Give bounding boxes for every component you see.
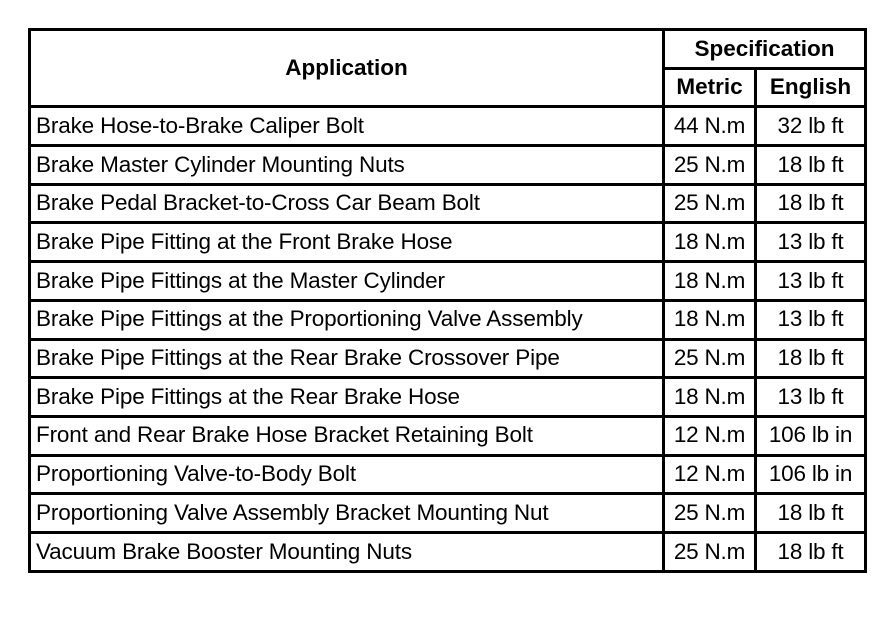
metric-cell: 18 N.m	[664, 300, 756, 339]
table-row	[30, 455, 866, 494]
application-cell: Brake Pipe Fittings at the Rear Brake Hose	[30, 378, 664, 417]
english-cell: 18 lb ft	[756, 494, 866, 533]
table-row	[30, 339, 866, 378]
metric-cell: 44 N.m	[664, 107, 756, 146]
table-row	[30, 300, 866, 339]
english-cell: 13 lb ft	[756, 300, 866, 339]
metric-cell: 18 N.m	[664, 378, 756, 417]
application-cell: Brake Pipe Fitting at the Front Brake Hose	[30, 223, 664, 262]
english-cell: 106 lb in	[756, 416, 866, 455]
application-cell: Brake Hose-to-Brake Caliper Bolt	[30, 107, 664, 146]
application-cell: Brake Pedal Bracket-to-Cross Car Beam Bolt	[30, 184, 664, 223]
application-cell: Brake Pipe Fittings at the Rear Brake Crossover Pipe	[30, 339, 664, 378]
metric-cell: 18 N.m	[664, 262, 756, 301]
application-cell: Brake Pipe Fittings at the Proportioning Valve Assembly	[30, 300, 664, 339]
application-cell: Vacuum Brake Booster Mounting Nuts	[30, 532, 664, 571]
metric-cell: 25 N.m	[664, 494, 756, 533]
metric-cell: 25 N.m	[664, 146, 756, 185]
metric-cell: 25 N.m	[664, 532, 756, 571]
table-row	[30, 107, 866, 146]
english-cell: 13 lb ft	[756, 262, 866, 301]
english-cell: 18 lb ft	[756, 184, 866, 223]
table-header	[30, 30, 866, 107]
english-cell: 18 lb ft	[756, 532, 866, 571]
fastener-torque-table	[28, 28, 867, 573]
metric-cell: 25 N.m	[664, 184, 756, 223]
english-cell: 13 lb ft	[756, 378, 866, 417]
english-cell: 18 lb ft	[756, 146, 866, 185]
metric-cell: 12 N.m	[664, 416, 756, 455]
table-row	[30, 494, 866, 533]
application-cell: Brake Pipe Fittings at the Master Cylinder	[30, 262, 664, 301]
metric-cell: 12 N.m	[664, 455, 756, 494]
table-row	[30, 223, 866, 262]
table-row	[30, 146, 866, 185]
english-cell: 106 lb in	[756, 455, 866, 494]
table-body	[30, 107, 866, 571]
application-cell: Brake Master Cylinder Mounting Nuts	[30, 146, 664, 185]
specification-header: Specification	[664, 30, 866, 69]
application-cell: Proportioning Valve Assembly Bracket Mounting Nut	[30, 494, 664, 533]
english-header: English	[756, 68, 866, 107]
table-row	[30, 532, 866, 571]
table-row	[30, 378, 866, 417]
english-cell: 32 lb ft	[756, 107, 866, 146]
table-row	[30, 184, 866, 223]
metric-cell: 25 N.m	[664, 339, 756, 378]
english-cell: 18 lb ft	[756, 339, 866, 378]
english-cell: 13 lb ft	[756, 223, 866, 262]
table-row	[30, 262, 866, 301]
header-row-top	[30, 30, 866, 69]
application-header: Application	[30, 30, 664, 107]
application-cell: Proportioning Valve-to-Body Bolt	[30, 455, 664, 494]
application-cell: Front and Rear Brake Hose Bracket Retaining Bolt	[30, 416, 664, 455]
metric-cell: 18 N.m	[664, 223, 756, 262]
table-row	[30, 416, 866, 455]
metric-header: Metric	[664, 68, 756, 107]
